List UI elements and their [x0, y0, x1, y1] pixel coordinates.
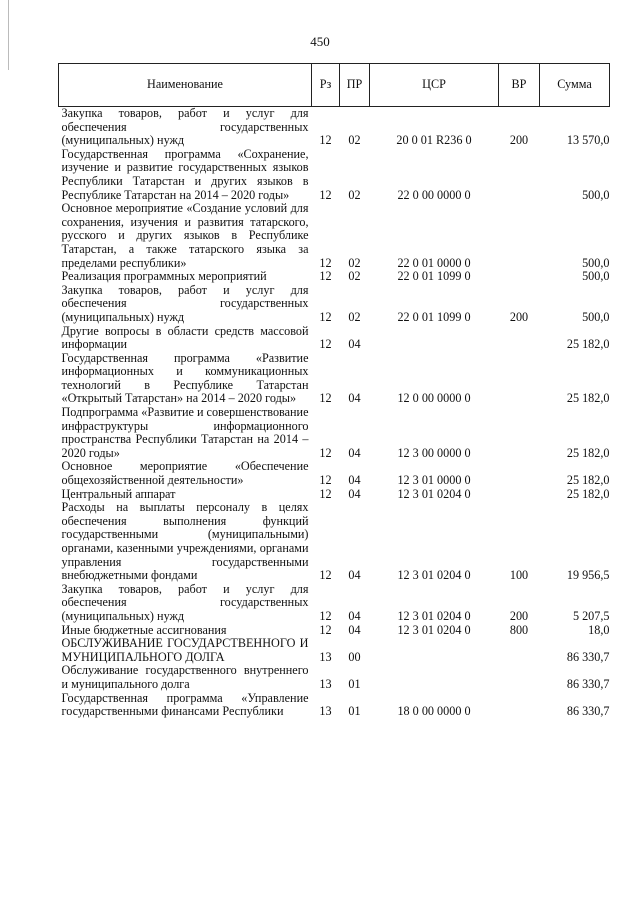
table-row: [59, 148, 610, 202]
header-vr: ВР: [499, 64, 540, 107]
cell-pr: 04: [348, 568, 361, 583]
table-row: [59, 488, 610, 502]
table-row: [59, 692, 610, 719]
cell-pr: 04: [348, 391, 361, 406]
table-row: [59, 406, 610, 460]
cell-sum: 500,0: [582, 309, 610, 324]
cell-pr: 04: [348, 486, 361, 501]
cell-pr: 04: [348, 445, 361, 460]
table-row: [59, 352, 610, 406]
cell-pr: 00: [348, 649, 361, 664]
cell-csr: 12 3 01 0204 0: [397, 608, 471, 623]
cell-name: Государственная программа «Управление государственными финансами Республики: [61, 690, 309, 719]
cell-sum: 500,0: [582, 255, 610, 270]
cell-rz: 13: [319, 704, 332, 719]
cell-rz: 12: [319, 337, 332, 352]
cell-sum: 19 956,5: [566, 568, 610, 583]
cell-name: Основное мероприятие «Создание условий для сохранения, изучения и развития татарского, русского и других языков в Республике Татарстан, а также татарского языка за пределами республики»: [61, 201, 309, 270]
cell-pr: 04: [348, 337, 361, 352]
cell-rz: 12: [319, 391, 332, 406]
cell-pr: 02: [348, 309, 361, 324]
cell-rz: 13: [319, 649, 332, 664]
cell-name: Государственная программа «Сохранение, изучение и развитие государственных языков Республики Татарстан и других языков в Республике Татарстан на 2014 – 2020 годы»: [61, 146, 309, 202]
cell-rz: 12: [319, 187, 332, 202]
cell-rz: 12: [319, 255, 332, 270]
cell-csr: [370, 664, 499, 691]
table-row: [59, 325, 610, 352]
cell-rz: 12: [319, 309, 332, 324]
header-name: Наименование: [59, 64, 312, 107]
budget-table-container: [58, 63, 609, 719]
cell-rz: 12: [319, 473, 332, 488]
cell-pr: 04: [348, 622, 361, 637]
cell-csr: 12 3 00 0000 0: [397, 445, 471, 460]
cell-rz: 12: [319, 622, 332, 637]
table-row: [59, 501, 610, 583]
cell-name: Подпрограмма «Развитие и совершенствование инфраструктуры информационного пространства Республики Татарстан на 2014 – 2020 годы»: [61, 405, 309, 460]
cell-sum: 86 330,7: [566, 676, 610, 691]
page-number: 450: [310, 34, 330, 49]
cell-vr: 100: [509, 568, 529, 583]
cell-csr: 18 0 00 0000 0: [397, 704, 471, 719]
budget-table: [58, 63, 610, 719]
cell-name: Другие вопросы в области средств массовой информации: [61, 323, 309, 352]
cell-pr: 04: [348, 473, 361, 488]
cell-pr: 02: [348, 255, 361, 270]
cell-pr: 02: [348, 269, 361, 284]
cell-name: Обслуживание государственного внутреннего и муниципального долга: [61, 663, 309, 691]
cell-name: Закупка товаров, работ и услуг для обеспечения государственных (муниципальных) нужд: [61, 581, 309, 623]
table-row: [59, 460, 610, 487]
cell-name: Иные бюджетные ассигнования: [61, 622, 227, 637]
cell-csr: 22 0 01 1099 0: [397, 269, 471, 284]
cell-csr: 12 3 01 0204 0: [397, 486, 471, 501]
cell-vr: 200: [509, 608, 529, 623]
table-body: [59, 107, 610, 719]
table-row: [59, 583, 610, 624]
cell-pr: 02: [348, 187, 361, 202]
cell-name: ОБСЛУЖИВАНИЕ ГОСУДАРСТВЕННОГО И МУНИЦИПАЛЬНОГО ДОЛГА: [61, 636, 309, 664]
table-row: [59, 664, 610, 691]
cell-vr: 200: [509, 133, 529, 148]
cell-vr: [499, 692, 540, 719]
cell-vr: [499, 148, 540, 202]
cell-vr: [499, 664, 540, 691]
table-row: [59, 107, 610, 148]
cell-vr: [499, 352, 540, 406]
cell-name: Расходы на выплаты персоналу в целях обеспечения выполнения функций государственными (муниципальными) органами, казенными учреждениями, органами управления государственными внебюджетными фондами: [61, 500, 309, 583]
cell-csr: 12 0 00 0000 0: [397, 391, 471, 406]
cell-name: Основное мероприятие «Обеспечение общехозяйственной деятельности»: [61, 459, 309, 488]
cell-sum: 25 182,0: [566, 337, 610, 352]
table-header-row: [59, 64, 610, 107]
table-row: [59, 284, 610, 325]
cell-pr: 02: [348, 133, 361, 148]
cell-sum: 5 207,5: [572, 608, 610, 623]
header-csr: ЦСР: [370, 64, 499, 107]
cell-name: Закупка товаров, работ и услуг для обеспечения государственных (муниципальных) нужд: [61, 106, 309, 148]
cell-vr: [499, 460, 540, 487]
cell-name: Реализация программных мероприятий: [61, 269, 267, 284]
cell-rz: 12: [319, 608, 332, 623]
cell-name: Центральный аппарат: [61, 486, 176, 501]
cell-pr: 04: [348, 608, 361, 623]
table-row: [59, 202, 610, 270]
cell-sum: 86 330,7: [566, 649, 610, 664]
cell-sum: 25 182,0: [566, 445, 610, 460]
cell-rz: 12: [319, 445, 332, 460]
cell-name: Закупка товаров, работ и услуг для обеспечения государственных (муниципальных) нужд: [61, 282, 309, 324]
cell-vr: 800: [509, 622, 529, 637]
cell-csr: [370, 325, 499, 352]
cell-vr: 200: [509, 309, 529, 324]
cell-csr: 20 0 01 R236 0: [396, 133, 472, 148]
cell-sum: 18,0: [588, 622, 610, 637]
table-row: [59, 270, 610, 284]
cell-sum: 500,0: [582, 269, 610, 284]
cell-csr: 12 3 01 0000 0: [397, 473, 471, 488]
cell-csr: 22 0 01 0000 0: [397, 255, 471, 270]
cell-rz: 12: [319, 133, 332, 148]
cell-vr: [499, 202, 540, 270]
cell-rz: 12: [319, 269, 332, 284]
cell-vr: [499, 488, 540, 502]
cell-csr: 22 0 00 0000 0: [397, 187, 471, 202]
cell-csr: 12 3 01 0204 0: [397, 568, 471, 583]
cell-sum: 25 182,0: [566, 486, 610, 501]
header-pr: ПР: [340, 64, 370, 107]
cell-sum: 25 182,0: [566, 391, 610, 406]
cell-rz: 12: [319, 486, 332, 501]
cell-vr: [499, 325, 540, 352]
header-rz: Рз: [312, 64, 340, 107]
cell-pr: 01: [348, 704, 361, 719]
cell-vr: [499, 406, 540, 460]
cell-vr: [499, 637, 540, 664]
table-row: [59, 637, 610, 664]
cell-sum: 13 570,0: [566, 133, 610, 148]
cell-name: Государственная программа «Развитие информационных и коммуникационных технологий в Республике Татарстан «Открытый Татарстан» на 2014 – 2020 годы»: [61, 350, 309, 406]
cell-vr: [499, 270, 540, 284]
cell-csr: 22 0 01 1099 0: [397, 309, 471, 324]
header-sum: Сумма: [540, 64, 610, 107]
cell-sum: 86 330,7: [566, 704, 610, 719]
cell-csr: [370, 637, 499, 664]
cell-sum: 500,0: [582, 187, 610, 202]
cell-sum: 25 182,0: [566, 473, 610, 488]
cell-rz: 13: [319, 676, 332, 691]
table-row: [59, 624, 610, 638]
cell-rz: 12: [319, 568, 332, 583]
cell-csr: 12 3 01 0204 0: [397, 622, 471, 637]
cell-pr: 01: [348, 676, 361, 691]
